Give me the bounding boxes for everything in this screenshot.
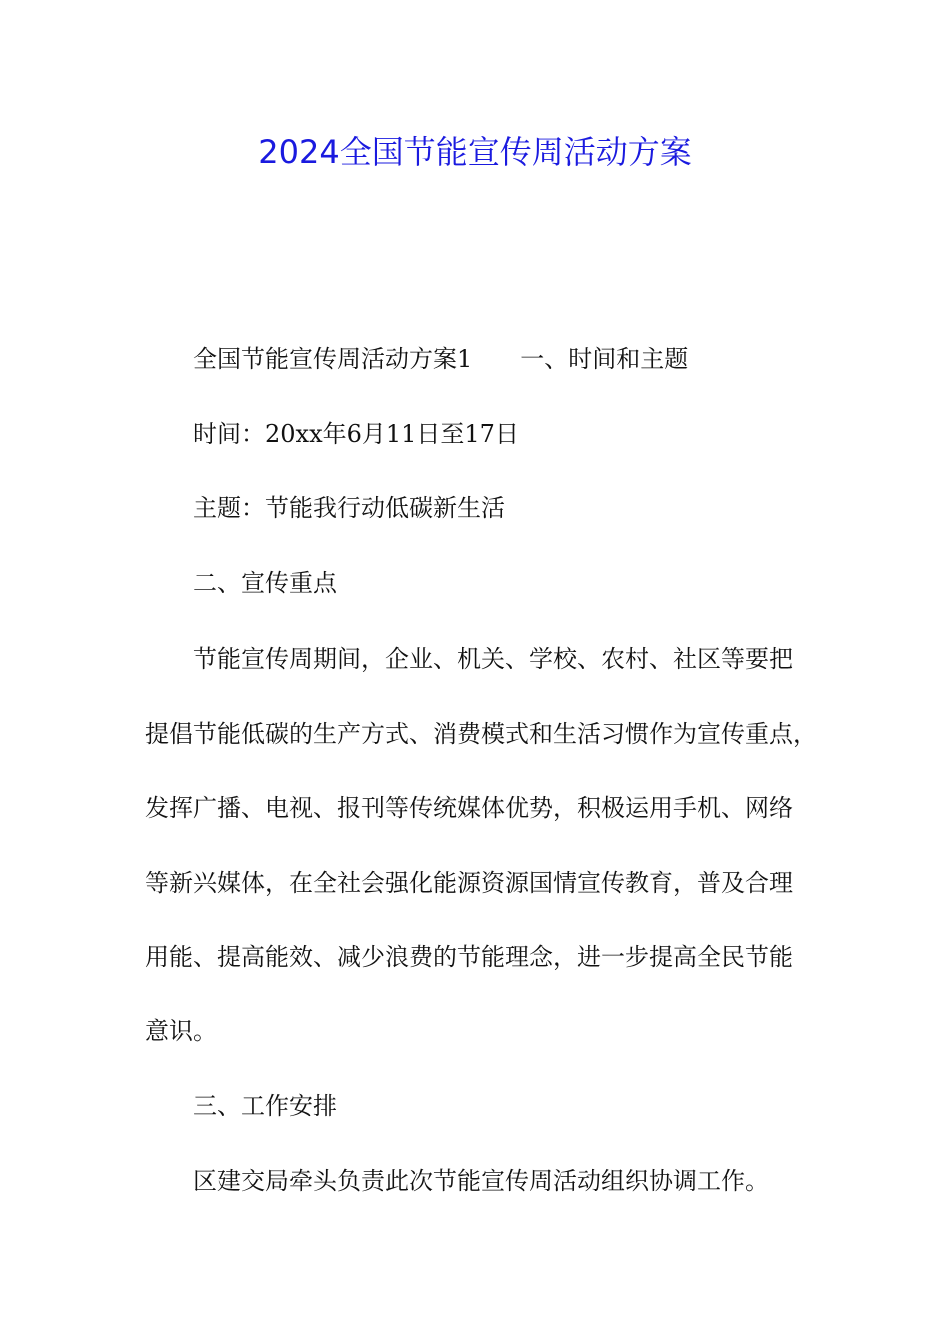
- paragraph-line: 节能宣传周期间，企业、机关、学校、农村、社区等要把: [193, 645, 793, 673]
- plan-name: 全国节能宣传周活动方案1: [193, 345, 473, 373]
- document-title: 2024全国节能宣传周活动方案: [258, 133, 692, 171]
- section-three-heading: 三、工作安排: [193, 1092, 337, 1120]
- section-three-paragraph: 区建交局牵头负责此次节能宣传周活动组织协调工作。: [193, 1167, 769, 1195]
- paragraph-line: 发挥广播、电视、报刊等传统媒体优势，积极运用手机、网络: [145, 794, 793, 822]
- time-line: 时间：20xx年6月11日至17日: [193, 420, 519, 448]
- paragraph-line: 提倡节能低碳的生产方式、消费模式和生活习惯作为宣传重点，: [145, 720, 817, 748]
- paragraph-line: 意识。: [145, 1017, 217, 1045]
- paragraph-line: 等新兴媒体，在全社会强化能源资源国情宣传教育，普及合理: [145, 869, 793, 897]
- section-one-heading: 一、时间和主题: [520, 345, 689, 373]
- section-two-heading: 二、宣传重点: [193, 569, 337, 597]
- theme-line: 主题：节能我行动低碳新生活: [193, 494, 505, 522]
- paragraph-line: 用能、提高能效、减少浪费的节能理念，进一步提高全民节能: [145, 943, 793, 971]
- intro-line: [193, 343, 688, 375]
